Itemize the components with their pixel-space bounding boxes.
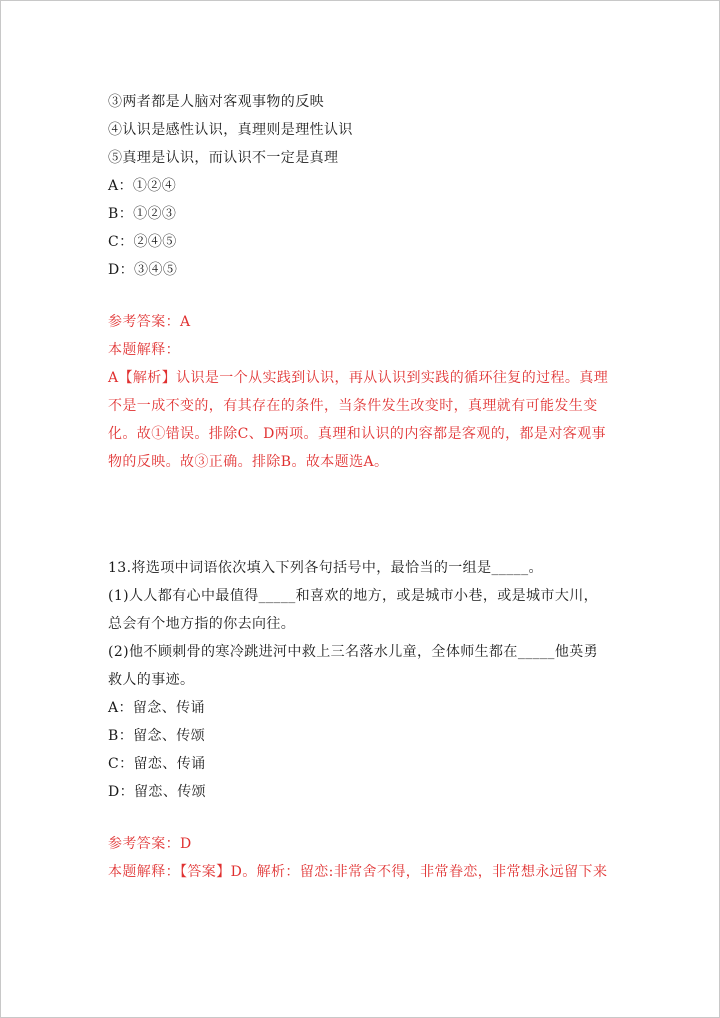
document-content: [108, 88, 613, 886]
spacer: [108, 806, 613, 830]
q13-option-b: B：留念、传颂: [108, 728, 206, 744]
q13-question-line-2: (1)人人都有心中最值得_____和喜欢的地方，或是城市小巷，或是城市大川，: [108, 588, 599, 604]
spacer: [108, 284, 613, 308]
q13-answer: 参考答案：D: [108, 836, 192, 852]
q12-option-b: B：①②③: [108, 206, 177, 222]
q13-option-d: D：留恋、传颂: [108, 784, 207, 800]
q13-question-line-3: 总会有个地方指的你去向往。: [108, 616, 296, 632]
statement-4: ④认识是感性认识，真理则是理性认识: [108, 122, 353, 138]
q12-option-d: D：③④⑤: [108, 262, 178, 278]
q12-option-a: A：①②④: [108, 178, 177, 194]
q13-explanation-line-1: 本题解释：【答案】D。解析：留恋:非常舍不得，非常眷恋，非常想永远留下来: [108, 864, 608, 880]
q12-explanation-heading: 本题解释：: [108, 342, 180, 358]
statement-5: ⑤真理是认识，而认识不一定是真理: [108, 150, 339, 166]
q13-option-a: A：留念、传诵: [108, 700, 205, 716]
q13-question-line-5: 救人的事迹。: [108, 672, 195, 688]
q13-question-line-4: (2)他不顾刺骨的寒冷跳进河中救上三名落水儿童，全体师生都在_____他英勇: [108, 644, 599, 660]
q12-explanation-line-4: 物的反映。故③正确。排除B。故本题选A。: [108, 454, 389, 470]
statement-3: ③两者都是人脑对客观事物的反映: [108, 94, 324, 110]
q13-question-line-1: 13.将选项中词语依次填入下列各句括号中，最恰当的一组是_____。: [108, 560, 543, 576]
spacer: [108, 476, 613, 554]
q12-explanation-line-1: A【解析】认识是一个从实践到认识，再从认识到实践的循环往复的过程。真理: [108, 370, 609, 386]
q12-option-c: C：②④⑤: [108, 234, 177, 250]
q13-option-c: C：留恋、传诵: [108, 756, 206, 772]
q12-explanation-line-3: 化。故①错误。排除C、D两项。真理和认识的内容都是客观的，都是对客观事: [108, 426, 606, 442]
q12-answer: 参考答案：A: [108, 314, 191, 330]
q12-explanation-line-2: 不是一成不变的，有其存在的条件，当条件发生改变时，真理就有可能发生变: [108, 398, 598, 414]
